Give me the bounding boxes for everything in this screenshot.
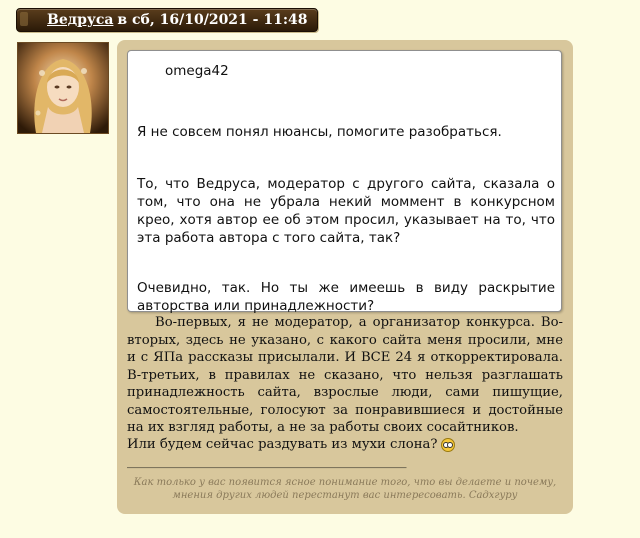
- comment-bubble: [117, 40, 573, 514]
- signature-text: Как только у вас появится ясное понимание того, что вы делаете и почему, мнения других людей перестанут вас интересовать. Садхгуру: [133, 477, 557, 501]
- avatar[interactable]: [17, 42, 109, 134]
- author-link[interactable]: Ведруса: [47, 12, 114, 28]
- avatar-portrait-icon: [18, 43, 108, 133]
- reply-paragraph: Во-первых, я не модератор, а организатор конкурса. Во-вторых, здесь не указано, с какого сайта меня просили, мне и с ЯПа рассказы присылали. И ВСЕ 24 я откорректировала. В-третьих, в правилах не сказано, что нельзя разглашать принадлежность сайта, взрослые люди, сами пишущие, самостоятельные, голосуют за понравившиеся и достойные на их взгляд работы, а не за работы своих сосайтников.: [127, 315, 563, 435]
- signature-divider: ___________________________________________: [127, 454, 407, 469]
- quote-block: [127, 50, 562, 312]
- post-meta: в сб, 16/10/2021 - 11:48: [117, 12, 308, 28]
- header-ornament-icon: [20, 12, 28, 26]
- quote-paragraph: Очевидно, так. Но ты же имеешь в виду раскрытие авторства или принадлежности?: [137, 280, 555, 314]
- post-header: [16, 8, 318, 32]
- nerd-smiley-icon: [441, 438, 455, 452]
- quote-author: omega42: [165, 63, 229, 79]
- quote-paragraph: Я не совсем понял нюансы, помогите разобраться.: [137, 124, 502, 140]
- reply-question: Или будем сейчас раздувать из мухи слона?: [127, 437, 438, 452]
- quote-paragraph: То, что Ведруса, модератор с другого сайта, сказала о том, что она не убрала некий моммент в конкурсном крео, хотя автор ее об этом просил, указывает на то, что эта работа автора с того сайта, так?: [137, 176, 555, 246]
- reply-last-line: [127, 436, 563, 454]
